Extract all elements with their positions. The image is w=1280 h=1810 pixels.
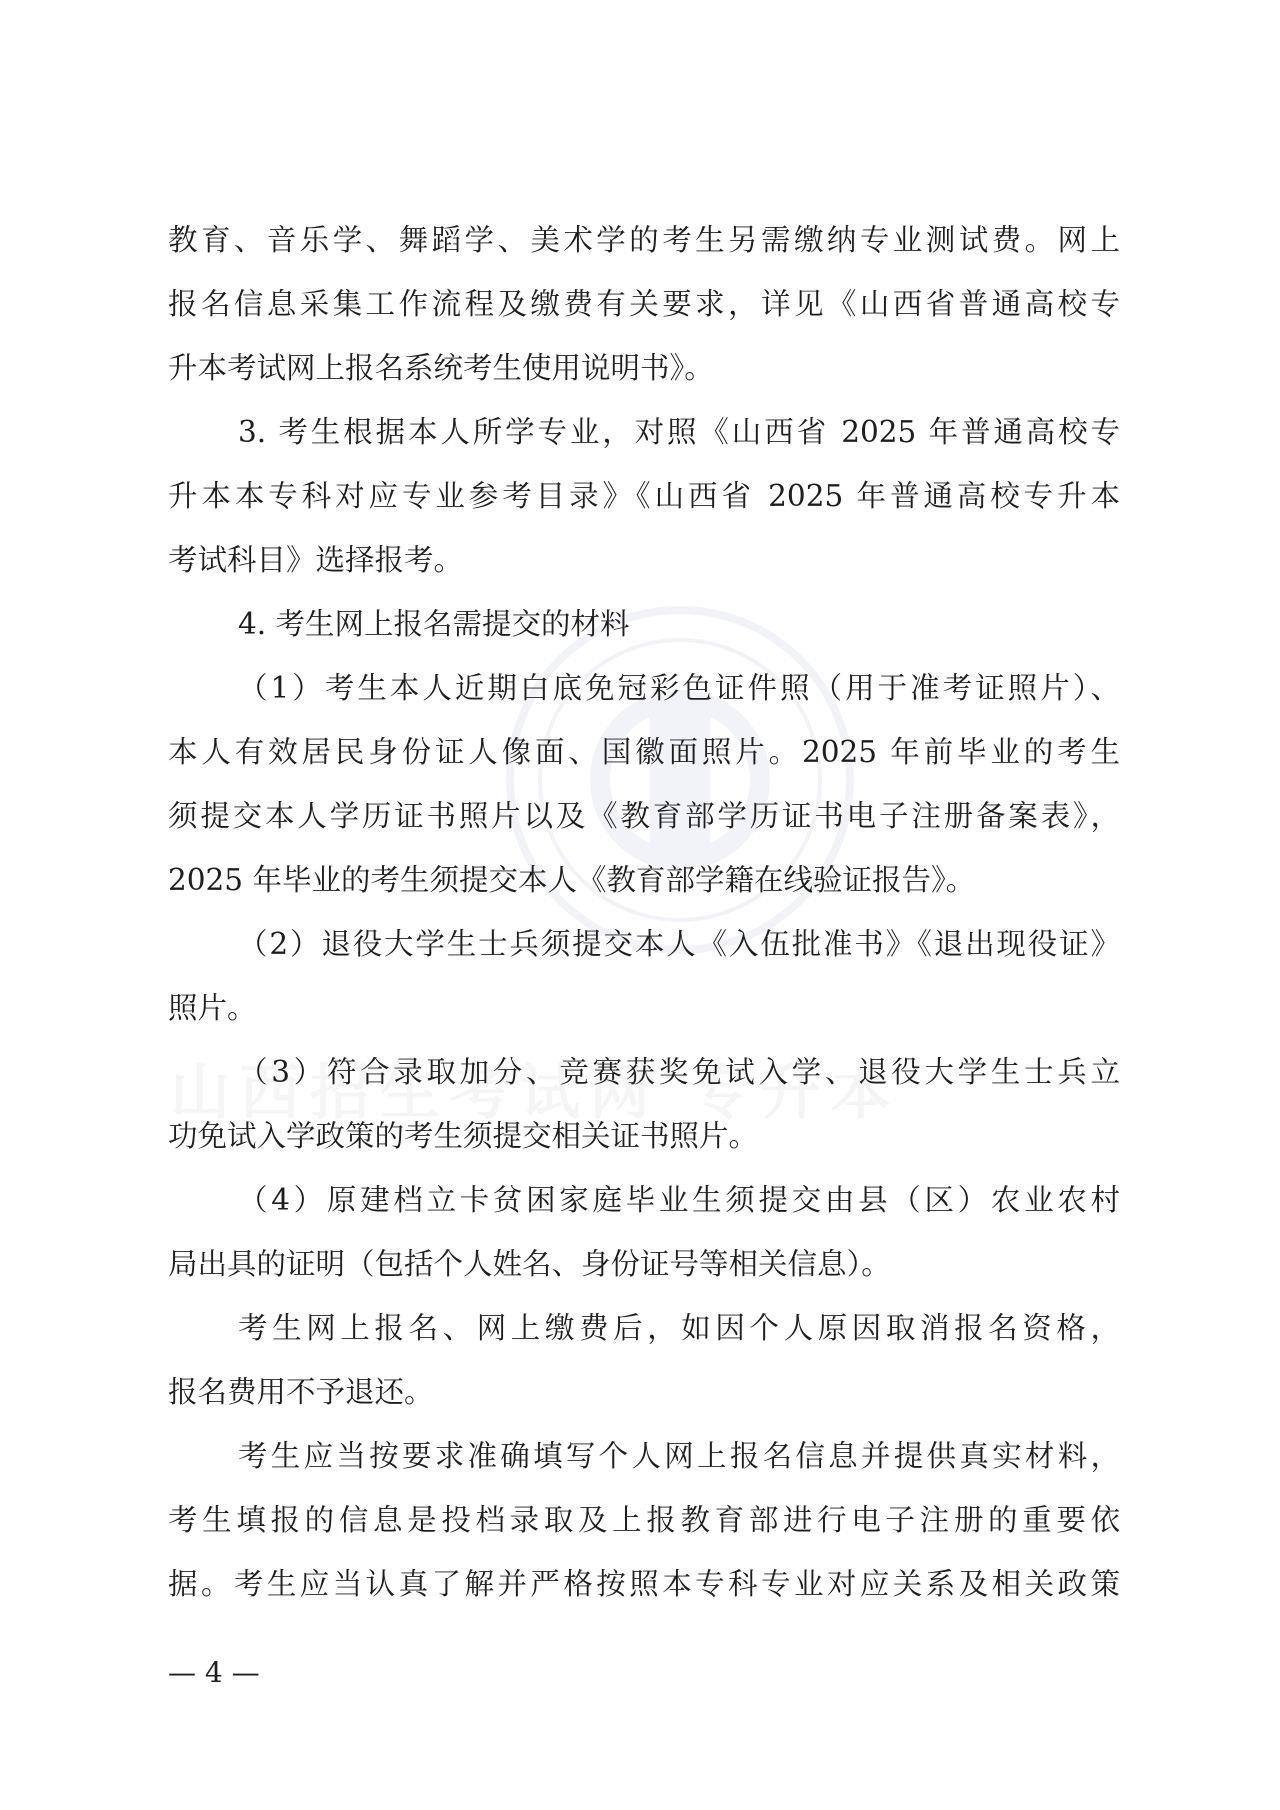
text-line: 局出具的证明（包括个人姓名、身份证号等相关信息）。 [168,1247,891,1281]
text-line: （4）原建档立卡贫困家庭毕业生须提交由县（区）农业农村 [238,1183,1120,1217]
text-line: （2）退役大学生士兵须提交本人《入伍批准书》《退出现役证》 [238,927,1120,961]
text-line: 考生应当按要求准确填写个人网上报名信息并提供真实材料， [238,1439,1120,1473]
text-line: 功免试入学政策的考生须提交相关证书照片。 [168,1119,759,1153]
text-line: 报名信息采集工作流程及缴费有关要求，详见《山西省普通高校专 [168,287,1120,321]
page-number: — 4 — [168,1656,260,1689]
body-text [168,208,1120,1616]
text-line: 照片。 [168,991,257,1025]
text-line: 升本考试网上报名系统考生使用说明书》。 [168,351,714,385]
text-line: （1）考生本人近期白底免冠彩色证件照（用于准考证照片）、 [238,671,1120,705]
text-line: 2025 年毕业的考生须提交本人《教育部学籍在线验证报告》。 [168,863,976,897]
text-line: 4. 考生网上报名需提交的材料 [238,607,630,641]
text-line: 据。考生应当认真了解并严格按照本专科专业对应关系及相关政策 [168,1567,1120,1601]
text-line: 报名费用不予退还。 [168,1375,434,1409]
text-line: 升本本专科对应专业参考目录》《山西省 2025 年普通高校专升本 [168,479,1120,513]
text-line: 3. 考生根据本人所学专业，对照《山西省 2025 年普通高校专 [238,415,1120,449]
text-line: 须提交本人学历证书照片以及《教育部学历证书电子注册备案表》， [168,799,1120,833]
text-line: 考生网上报名、网上缴费后，如因个人原因取消报名资格， [238,1311,1120,1345]
text-line: 考生填报的信息是投档录取及上报教育部进行电子注册的重要依 [168,1503,1120,1537]
text-line: 本人有效居民身份证人像面、国徽面照片。2025 年前毕业的考生 [168,735,1120,769]
text-line: （3）符合录取加分、竞赛获奖免试入学、退役大学生士兵立 [238,1055,1120,1089]
text-line: 考试科目》选择报考。 [168,543,464,577]
text-line: 教育、音乐学、舞蹈学、美术学的考生另需缴纳专业测试费。网上 [168,223,1120,257]
